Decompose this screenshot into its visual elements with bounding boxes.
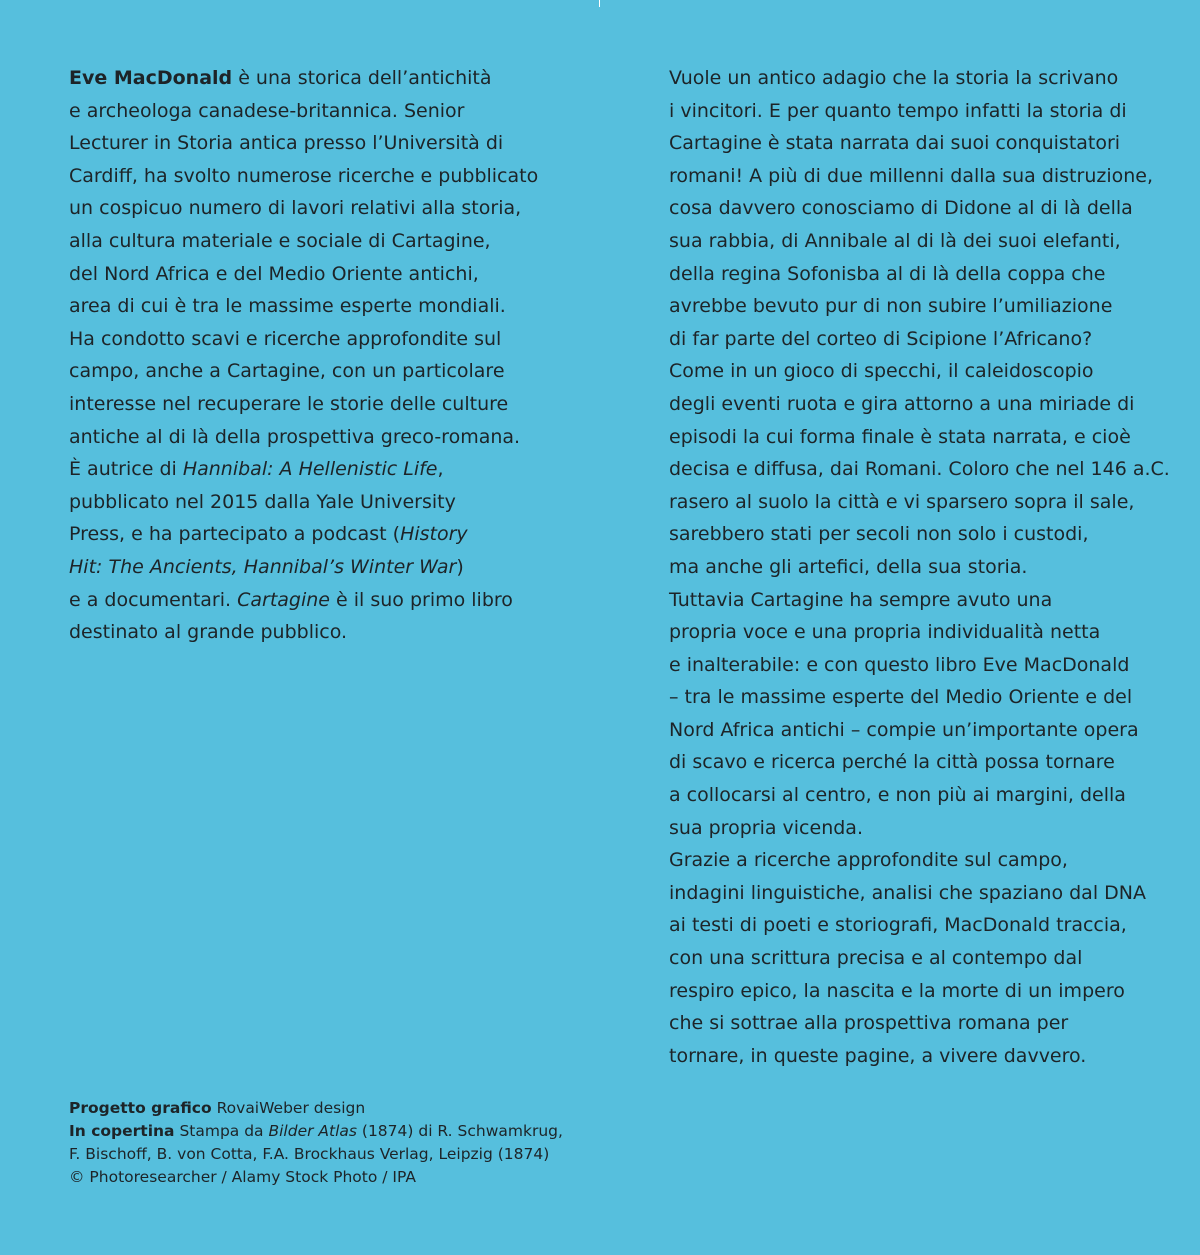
credit-design-label: Progetto grafico — [69, 1099, 212, 1117]
description-line: indagini linguistiche, analisi che spaziano dal DNA — [669, 881, 1146, 904]
description-line: a collocarsi al centro, e non più ai margini, della — [669, 784, 1126, 807]
bio-line: del Nord Africa e del Medio Oriente antichi, — [69, 262, 479, 285]
description-line: cosa davvero conosciamo di Didone al di là della — [669, 197, 1133, 220]
author-name: Eve MacDonald — [69, 67, 233, 89]
bio-line: Eve MacDonald è una storica dell’antichità — [69, 67, 492, 89]
description-line: respiro epico, la nascita e la morte di un impero — [669, 979, 1125, 1002]
bio-line: e archeologa canadese-britannica. Senior — [69, 99, 465, 122]
podcast-title: History — [400, 523, 468, 546]
credit-photo: © Photoresearcher / Alamy Stock Photo / IPA — [69, 1168, 416, 1186]
bio-line: Press, e ha partecipato a podcast (History — [69, 523, 468, 546]
description-line: propria voce e una propria individualità netta — [669, 621, 1101, 644]
description-line: ai testi di poeti e storiografi, MacDonald traccia, — [669, 914, 1127, 937]
description-line: Tuttavia Cartagine ha sempre avuto una — [669, 588, 1053, 611]
credit-cover-line: F. Bischoff, B. von Cotta, F.A. Brockhaus Verlag, Leipzig (1874) — [69, 1145, 550, 1163]
description-line: ma anche gli artefici, della sua storia. — [669, 555, 1028, 578]
description-line: sarebbero stati per secoli non solo i custodi, — [669, 523, 1089, 546]
description-line: i vincitori. E per quanto tempo infatti la storia di — [669, 99, 1127, 122]
description-line: – tra le massime esperte del Medio Oriente e del — [669, 686, 1133, 709]
bio-line: Ha condotto scavi e ricerche approfondite sul — [69, 327, 502, 350]
description-line: Vuole un antico adagio che la storia la scrivano — [669, 67, 1119, 89]
bio-line: antiche al di là della prospettiva greco-romana. — [69, 425, 521, 448]
description-line: di scavo e ricerca perché la città possa tornare — [669, 751, 1115, 774]
description-line: decisa e diffusa, dai Romani. Coloro che nel 146 a.C. — [669, 458, 1170, 481]
bio-line: destinato al grande pubblico. — [69, 621, 348, 644]
author-bio — [69, 62, 547, 649]
bio-line: interesse nel recuperare le storie delle culture — [69, 392, 509, 415]
credit-cover: In copertina Stampa da Bilder Atlas (1874) di R. Schwamkrug, — [69, 1122, 563, 1140]
podcast-title: Hit: The Ancients, Hannibal’s Winter War — [69, 555, 457, 578]
description-line: Cartagine è stata narrata dai suoi conquistatori — [669, 132, 1121, 155]
description-line: rasero al suolo la città e vi sparsero sopra il sale, — [669, 490, 1135, 513]
description-line: che si sottrae alla prospettiva romana per — [669, 1012, 1069, 1035]
bio-line: e a documentari. Cartagine è il suo primo libro — [69, 588, 513, 611]
description-line: tornare, in queste pagine, a vivere davvero. — [669, 1044, 1087, 1067]
bio-line: Lecturer in Storia antica presso l’Università di — [69, 132, 504, 155]
bio-line: È autrice di Hannibal: A Hellenistic Life, — [69, 458, 444, 481]
description-line: con una scrittura precisa e al contempo dal — [669, 947, 1083, 970]
description-line: episodi la cui forma finale è stata narrata, e cioè — [669, 425, 1131, 448]
book-description — [669, 62, 1170, 1072]
description-line: Come in un gioco di specchi, il caleidoscopio — [669, 360, 1094, 383]
description-line: romani! A più di due millenni dalla sua distruzione, — [669, 164, 1154, 187]
credits — [69, 1097, 563, 1189]
bio-line: pubblicato nel 2015 dalla Yale University — [69, 490, 456, 513]
description-line: Grazie a ricerche approfondite sul campo, — [669, 849, 1068, 872]
credit-cover-label: In copertina — [69, 1122, 175, 1140]
credit-design: Progetto grafico RovaiWeber design — [69, 1099, 366, 1117]
description-line: sua propria vicenda. — [669, 816, 863, 839]
description-line: e inalterabile: e con questo libro Eve MacDonald — [669, 653, 1130, 676]
book-title: Hannibal: A Hellenistic Life — [182, 458, 438, 481]
description-line: Nord Africa antichi – compie un’importante opera — [669, 718, 1139, 741]
bio-line: un cospicuo numero di lavori relativi alla storia, — [69, 197, 522, 220]
bio-line: Cardiff, ha svolto numerose ricerche e pubblicato — [69, 164, 539, 187]
bio-line: area di cui è tra le massime esperte mondiali. — [69, 295, 506, 318]
cover-source-title: Bilder Atlas — [268, 1122, 357, 1140]
description-line: della regina Sofonisba al di là della coppa che — [669, 262, 1106, 285]
bio-line: Hit: The Ancients, Hannibal’s Winter War) — [69, 555, 464, 578]
book-title-cartagine: Cartagine — [237, 588, 330, 611]
description-line: avrebbe bevuto pur di non subire l’umiliazione — [669, 295, 1113, 318]
description-line: di far parte del corteo di Scipione l’Africano? — [669, 327, 1093, 350]
description-line: sua rabbia, di Annibale al di là dei suoi elefanti, — [669, 229, 1121, 252]
fold-mark — [599, 0, 600, 7]
bio-line: alla cultura materiale e sociale di Cartagine, — [69, 229, 491, 252]
bio-line: campo, anche a Cartagine, con un particolare — [69, 360, 505, 383]
description-line: degli eventi ruota e gira attorno a una miriade di — [669, 392, 1135, 415]
